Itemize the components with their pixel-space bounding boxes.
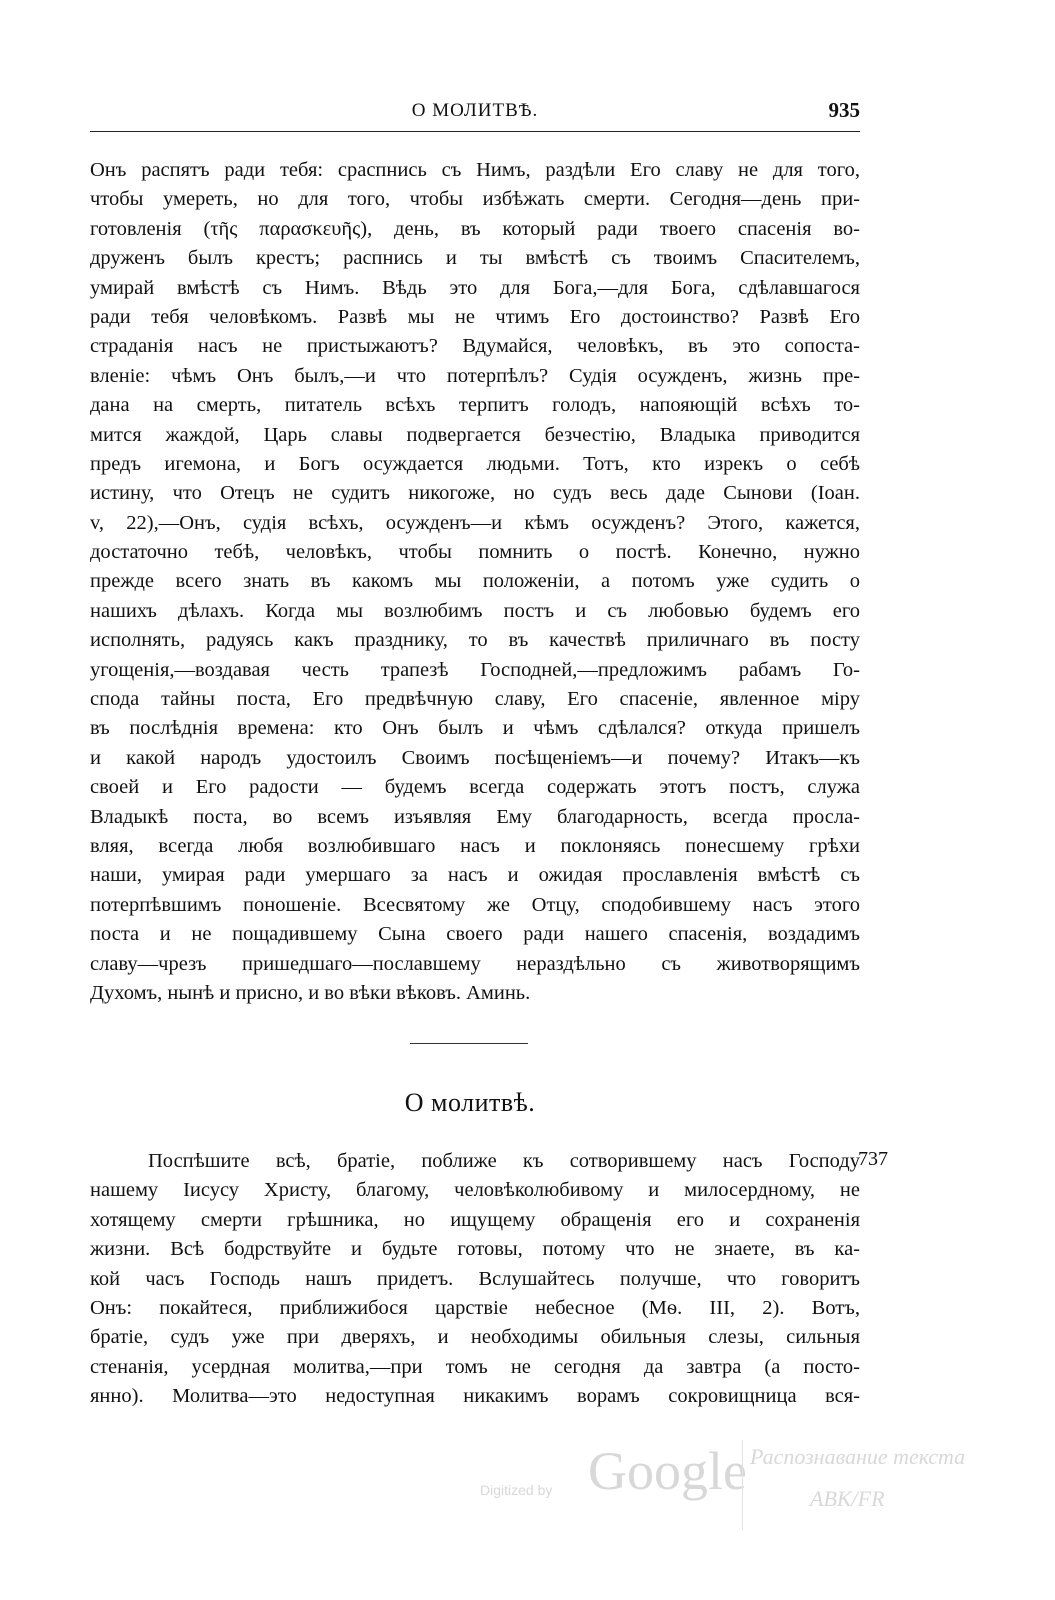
text-line: друженъ былъ крестъ; распнись и ты вмѣстѣ съ твоимъ Спасителемъ, (90, 247, 860, 270)
watermark-abk-text: ABK/FR (810, 1486, 885, 1511)
text-line: исполнять, радуясь какъ празднику, то въ качествѣ приличнаго въ посту (90, 629, 860, 652)
text-line: въ послѣднія времена: кто Онъ былъ и чѣмъ сдѣлался? откуда пришелъ (90, 717, 860, 740)
text-line: поста и не пощадившему Сына своего ради нашего спасенія, воздадимъ (90, 923, 860, 946)
text-line: готовленія (τῆς παρασκευῆς), день, въ который ради твоего спасенія во- (90, 217, 860, 240)
section-one-text (90, 156, 860, 1008)
text-line: дана на смерть, питатель всѣхъ терпитъ голодъ, напояющій всѣхъ то- (90, 394, 860, 417)
text-line: прежде всего знать въ какомъ мы положеніи, а потомъ уже судить о (90, 570, 860, 593)
watermark-ocr-text: Распознавание текста (750, 1444, 966, 1469)
text-line: чтобы умереть, но для того, чтобы избѣжать смерти. Сегодня—день при- (90, 188, 860, 211)
text-line: мится жаждой, Царь славы подвергается безчестію, Владыка приводится (90, 423, 860, 446)
running-title: О МОЛИТВѢ. (411, 100, 539, 121)
watermark-google-logo: Google (588, 1441, 747, 1501)
text-line: кой часъ Господь нашъ придетъ. Вслушайтесь получше, что говоритъ (90, 1267, 860, 1290)
text-line: умирай вмѣстѣ съ Нимъ. Вѣдь это для Бога,—для Бога, сдѣлавшагося (90, 276, 860, 299)
text-line: потерпѣвшимъ поношеніе. Всесвятому же Отцу, сподобившему насъ этого (90, 893, 860, 916)
section-divider (410, 1043, 528, 1044)
watermark-digitized-text: Digitized by (480, 1482, 553, 1498)
text-line: предъ игемона, и Богъ осуждается людьми. Тотъ, кто изрекъ о себѣ (90, 452, 860, 475)
text-line: своей и Его радости — будемъ всегда содержать этотъ постъ, служа (90, 776, 860, 799)
text-line: Поспѣшите всѣ, братіе, поближе къ сотворившему насъ Господу (148, 1150, 860, 1172)
text-line: вленіе: чѣмъ Онъ былъ,—и что потерпѣлъ? Судія осужденъ, жизнь пре- (90, 364, 860, 387)
section-two-text (90, 1147, 860, 1412)
header-rule (90, 131, 860, 132)
text-line: нашему Іисусу Христу, благому, человѣколюбивому и милосердному, не (90, 1179, 860, 1202)
section-title: О молитвѣ. (404, 1088, 536, 1117)
text-line: славу—чрезъ пришедшаго—пославшему нераздѣльно съ животворящимъ (90, 952, 860, 975)
text-line: наши, умирая ради умершаго за насъ и ожидая прославленія вмѣстѣ съ (90, 864, 860, 887)
text-line: спода тайны поста, Его предвѣчную славу, Его спасеніе, явленное міру (90, 688, 860, 711)
text-line: и какой народъ удостоилъ Своимъ посѣщеніемъ—и почему? Итакъ—къ (90, 746, 860, 769)
text-line: Владыкѣ поста, во всемъ изъявляя Ему благодарность, всегда просла- (90, 805, 860, 828)
text-line: янно). Молитва—это недоступная никакимъ ворамъ сокровищница вся- (90, 1385, 860, 1408)
margin-number: 737 (858, 1148, 888, 1170)
text-line: угощенія,—воздавая честь трапезѣ Господней,—предложимъ рабамъ Го- (90, 658, 860, 681)
text-line: достаточно тебѣ, человѣкъ, чтобы помнить о постѣ. Конечно, нужно (90, 541, 860, 564)
digitization-watermark (480, 1440, 1000, 1530)
text-line: стенанія, усердная молитва,—при томъ не сегодня да завтра (а посто- (90, 1355, 860, 1378)
text-line: страданія насъ не пристыжаютъ? Вдумайся, человѣкъ, въ это сопоста- (90, 335, 860, 358)
text-line: истину, что Отецъ не судитъ никогоже, но судъ весь даде Сынови (Іоан. (90, 482, 860, 505)
page-number: 935 (828, 98, 860, 122)
text-line: жизни. Всѣ бодрствуйте и будьте готовы, потому что не знаете, въ ка- (90, 1238, 860, 1261)
text-line: Духомъ, нынѣ и присно, и во вѣки вѣковъ. Аминь. (90, 981, 531, 1004)
text-line: v, 22),—Онъ, судія всѣхъ, осужденъ—и кѣмъ осужденъ? Этого, кажется, (90, 511, 860, 534)
text-line: вляя, всегда любя возлюбившаго насъ и поклоняясь понесшему грѣхи (90, 834, 860, 857)
text-line: ради тебя человѣкомъ. Развѣ мы не чтимъ Его достоинство? Развѣ Его (90, 305, 860, 328)
text-line: нашихъ дѣлахъ. Когда мы возлюбимъ постъ и съ любовью будемъ его (90, 599, 860, 622)
text-line: Онъ: покайтеся, приближибося царствіе небесное (Мѳ. III, 2). Вотъ, (90, 1296, 860, 1319)
text-line: хотящему смерти грѣшника, но ищущему обращенія его и сохраненія (90, 1208, 860, 1231)
text-line: братіе, судъ уже при дверяхъ, и необходимы обильныя слезы, сильныя (90, 1326, 860, 1349)
text-line: Онъ распятъ ради тебя: сраспнись съ Нимъ, раздѣли Его славу не для того, (90, 159, 860, 181)
running-header (90, 96, 860, 132)
watermark-separator (742, 1440, 743, 1530)
